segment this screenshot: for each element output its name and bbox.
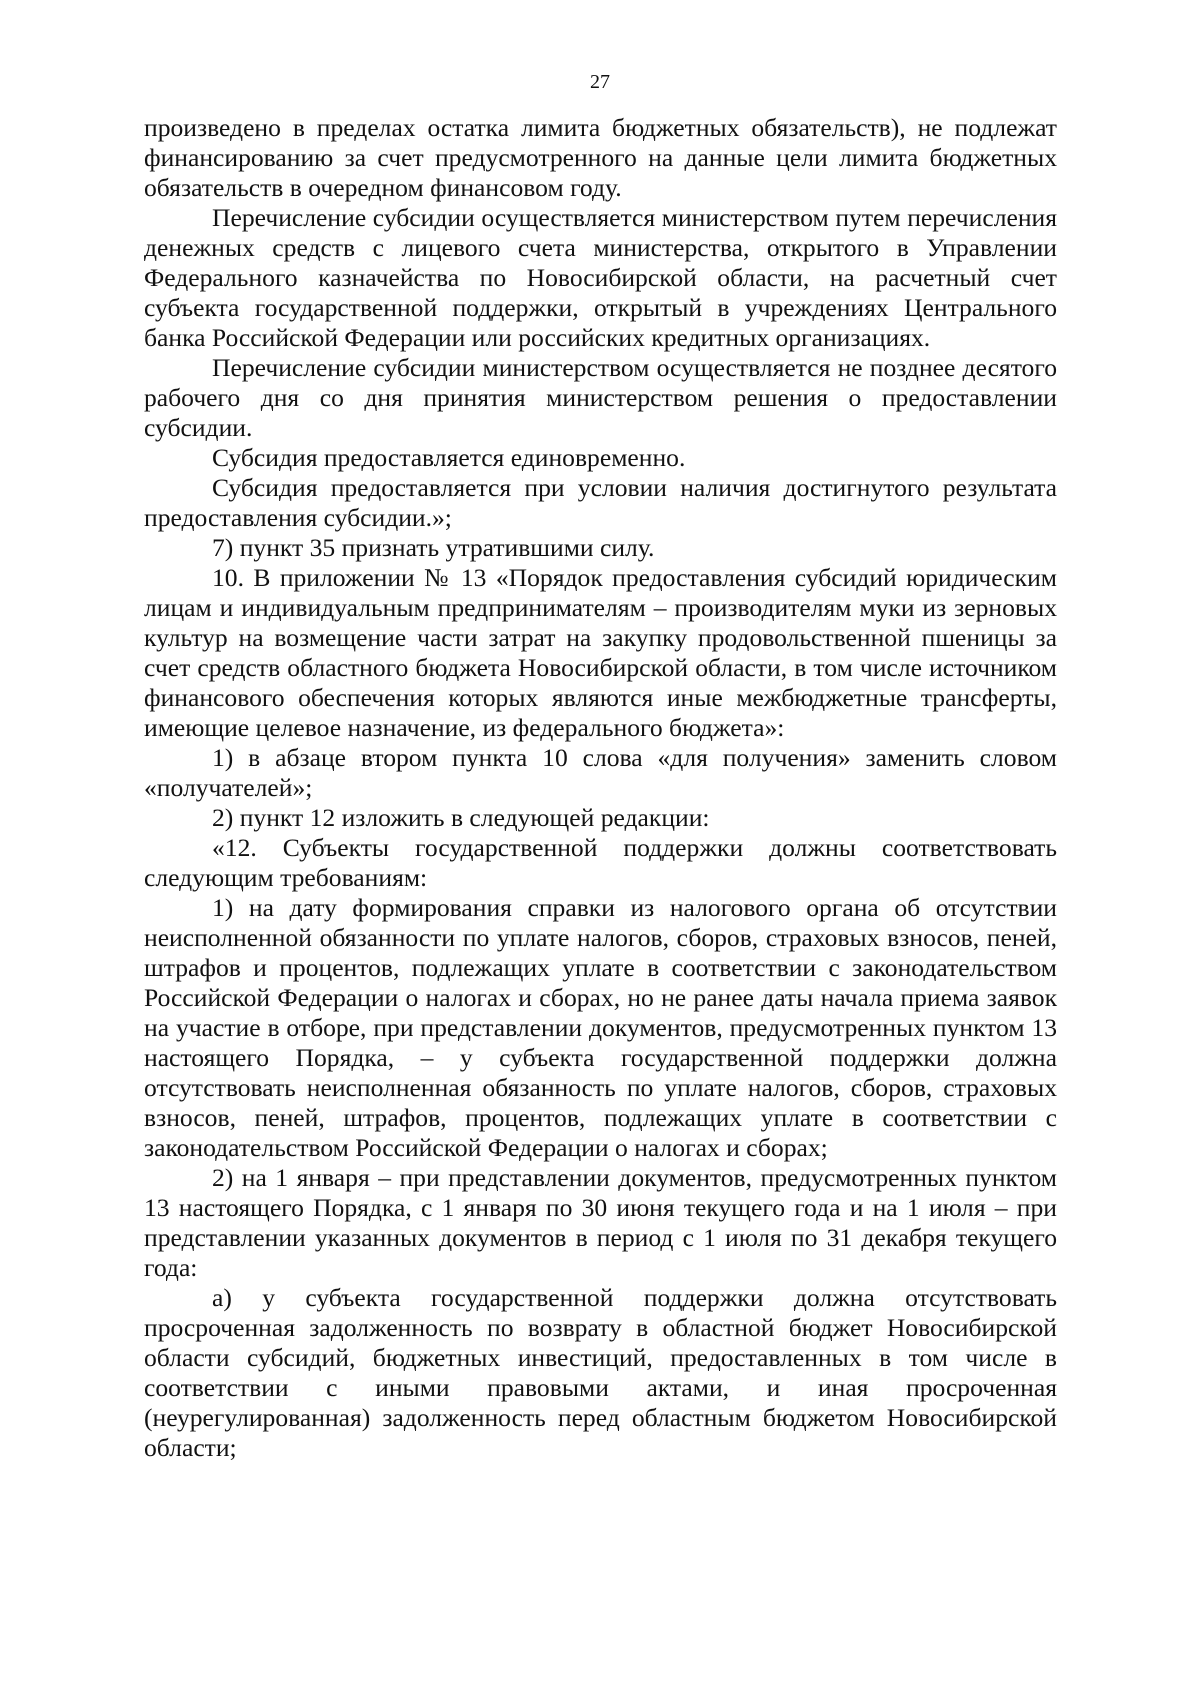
paragraph-requirement-2a: а) у субъекта государственной поддержки должна отсутствовать просроченная задолженность по возврату в областной бюджет Новосибирской области субсидий, бюджетных инвестиций, предоставленных в том числе в соответствии с иными правовыми актами, и иная просроченная (неурегулированная) задолженность перед областным бюджетом Новосибирской области; [144,1283,1057,1462]
paragraph-point-12: «12. Субъекты государственной поддержки должны соответствовать следующим требованиям: [144,833,1057,892]
paragraph-subitem-2: 2) пункт 12 изложить в следующей редакции: [212,803,710,832]
paragraph-requirement-2: 2) на 1 января – при представлении документов, предусмотренных пунктом 13 настоящего Порядка, с 1 января по 30 июня текущего года и на 1 июля – при представлении указанных документов в период с 1 июля по 31 декабря текущего года: [144,1163,1057,1282]
paragraph-result-condition: Субсидия предоставляется при условии наличия достигнутого результата предоставления субсидии.»; [144,473,1057,532]
paragraph-item-10: 10. В приложении № 13 «Порядок предоставления субсидий юридическим лицам и индивидуальным предпринимателям – производителям муки из зерновых культур на возмещение части затрат на закупку продовольственной пшеницы за счет средств областного бюджета Новосибирской области, в том числе источником финансового обеспечения которых являются иные межбюджетные трансферты, имеющие целевое назначение, из федерального бюджета»: [144,563,1057,742]
paragraph-transfer-method: Перечисление субсидии осуществляется министерством путем перечисления денежных средств с лицевого счета министерства, открытого в Управлении Федерального казначейства по Новосибирской области, на расчетный счет субъекта государственной поддержки, открытый в учреждениях Центрального банка Российской Федерации или российских кредитных организациях. [144,203,1057,352]
paragraph-one-time: Субсидия предоставляется единовременно. [212,443,686,472]
paragraph-item-7: 7) пункт 35 признать утратившими силу. [212,533,655,562]
paragraph-subitem-1: 1) в абзаце втором пункта 10 слова «для получения» заменить словом «получателей»; [144,743,1057,802]
paragraph-requirement-1: 1) на дату формирования справки из налогового органа об отсутствии неисполненной обязанности по уплате налогов, сборов, страховых взносов, пеней, штрафов и процентов, подлежащих уплате в соответствии с законодательством Российской Федерации о налогах и сборах, но не ранее даты начала приема заявок на участие в отборе, при представлении документов, предусмотренных пунктом 13 настоящего Порядка, – у субъекта государственной поддержки должна отсутствовать неисполненная обязанность по уплате налогов, сборов, страховых взносов, пеней, штрафов, процентов, подлежащих уплате в соответствии с законодательством Российской Федерации о налогах и сборах; [144,893,1057,1162]
document-body [144,113,1057,1463]
page-number: 27 [590,71,610,93]
paragraph-transfer-deadline: Перечисление субсидии министерством осуществляется не позднее десятого рабочего дня со дня принятия министерством решения о предоставлении субсидии. [144,353,1057,442]
paragraph-continuation: произведено в пределах остатка лимита бюджетных обязательств), не подлежат финансированию за счет предусмотренного на данные цели лимита бюджетных обязательств в очередном финансовом году. [144,113,1057,202]
